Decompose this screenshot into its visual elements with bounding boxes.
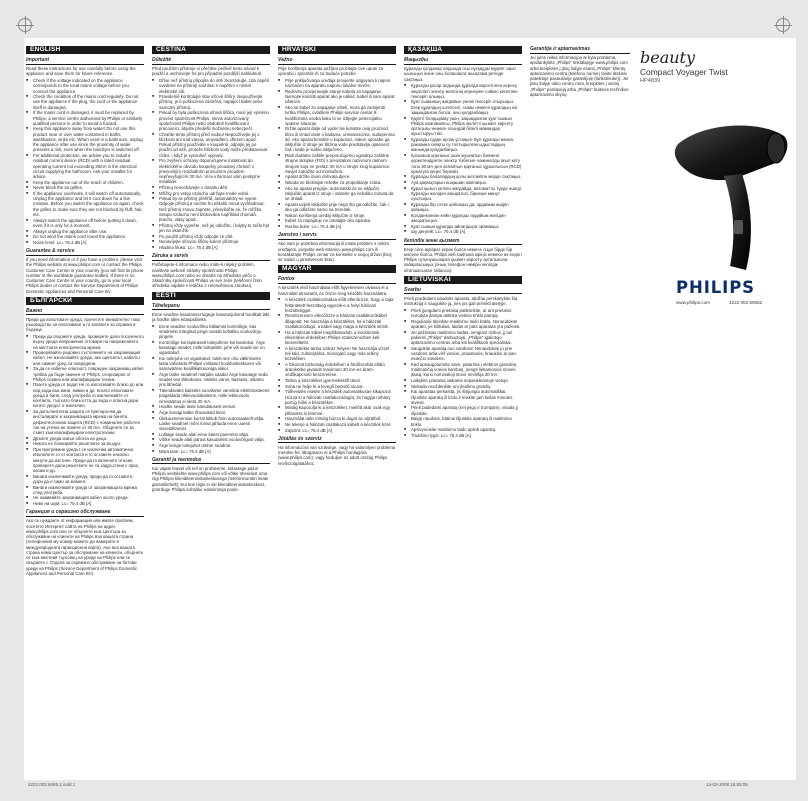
list-item: ■ Do not wind the mains cord round the appliance. [26, 234, 144, 239]
section-guarantee: Гаранция и сервизно обслужване [26, 509, 144, 517]
intro-text: Prije korištenja aparata pažljivo pročitajte ove upute za uporabu i spremite ih za buduće potrebe. [278, 66, 384, 77]
column-guarantee-continued [530, 46, 630, 99]
guarantee-text: Kui vajate teavet või teil on probleeme, külastage palun Philipsi veebilehte www.philips.com või võtke ühendust oma riigi Philipsi klienditeeninduskeskusega (telefoninumbri leiate garantiilehelt). Kui teie riigis ei ole klienditeeninduskeskust, pöörduge Philipsi kohaliku edasimüüja poole. [152, 465, 269, 492]
guarantee-text: Potřebujete-li informace nebo máte-li nějaký problém, navštivte webové stránky společnosti Philips www.philips.com nebo se obraťte na Středisko péče o zákazníky společnosti Philips ve své zemi (telefonní číslo střediska najdete v letáčku s celosvětovou zárukou). [152, 262, 262, 289]
list-item: ■ Mřížky pro vstup vzduchu udržujte trvale volné. [152, 191, 270, 196]
list-item: ■ Ärge kunagi katke õhuavasid kinni. [152, 410, 270, 415]
list-item: ■ Ниво на шум: Lc= 75.4 dB [A] [26, 501, 144, 506]
list-item: ■ Po použití přístroj vždy odpojte ze sítě. [152, 234, 270, 239]
list-item: ■ Қуат сымын құралды айналдыра орамаңыз. [404, 224, 522, 229]
column-english-bulgarian [26, 46, 144, 578]
list-item: ■ За допълнителна защита се препоръчва да инсталирате в захранващата мрежа на банята дефектнотокова защита (RCD) с номинален работен ток на утечка не повече от 30 mA. Обърнете се за съвет към квалифициран електротехник. [26, 409, 144, 435]
section-important: Tähelepanu [152, 303, 270, 311]
list-item: ■ Pravidelně kontrolujte stav síťové šňůry. Nepoužívejte přístroj, je-li poškozena zástrčka, napájecí kabel nebo samotný přístroj. [152, 94, 270, 110]
guarantee-text: If you need information or if you have a problem, please visit the Philips website at www.philips.com or contact the Philips Customer Care Centre in your country (you will find its phone number in the worldwide guarantee leaflet). If there is no Customer Care Centre in your country, go to your local Philips dealer or contact the Service Department of Philips Domestic Appliances and Personal Care BV. [26, 257, 144, 294]
column-czech-estonian [152, 46, 270, 494]
section-guarantee: Garantija ir aptarnavimas [530, 46, 630, 54]
warning-list [152, 324, 270, 454]
section-important: Svarbu [404, 287, 522, 295]
list-item: ■ Ako se aparat pregrije, automatski će se isključiti. Isključite aparat iz struje i ostavite ga nekoliko minuta da se ohladi. [278, 186, 396, 202]
list-item: ■ За да се избегне опасност, повреден захранващ кабел трябва да бъде сменен от Philips, оторизиран от Philips сервиз или квалифициран техник. [26, 366, 144, 382]
section-guarantee: Jamstvo i servis [278, 232, 396, 240]
list-item: ■ При прегряване уредът се изключва автоматично. Изключете го от контакта и го оставете няколко минути да изстине. Преди да го включите отново, проверете дали решетките не са задръстени с прах, косми и др. [26, 447, 144, 473]
section-important: Важно [26, 308, 144, 316]
warning-list [278, 78, 396, 229]
list-item: ■ Құралды балалардың қолы жетпейтін жерде сақтаңыз. [404, 174, 522, 179]
list-item: ■ Не навивайте захранващия кабел около уреда. [26, 495, 144, 500]
list-item: ■ Құралды бір сәтке қойсаңыз да, әрдайым өшіріп қойыңыз. [404, 202, 522, 213]
section-guarantee: Guarantee & service [26, 248, 144, 256]
list-item: ■ Enne seadme vooluvõrku lülitamist kontrollige, kas seadmele märgitud pinge vastab kohaliku vooluvõrgu pingele. [152, 324, 270, 340]
lang-header-bulgarian: БЪЛГАРСКИ [26, 297, 144, 305]
list-item: ■ Túlhevülés esetén a készülék automatikusan kikapcsol. Húzza ki a hálózati csatlakozódugót, és hagyja néhány percig hűlni a készüléket. [278, 389, 396, 405]
intro-text: Құралды қолданар алдында осы нұсқауды мұқият оқып шығыңыз және оны болашақта анықтама ретінде сақтаңыз. [404, 66, 516, 82]
list-item: ■ Hoidke seade laste käeulatusest eemal. [152, 404, 270, 409]
list-item: ■ Никога не блокирайте решетките за въздух. [26, 441, 144, 446]
list-item: ■ Ülekuumenemise korral lülitub föön automaatselt välja. Laske seadmel mõni minut jahtuda enne uuesti sisselülitamist. [152, 416, 270, 432]
list-item: ■ Prieš padėdami aparatą (net jeigu ir trumpam), visada jį išjunkite. [404, 405, 522, 416]
list-item: ■ Keep this appliance away from water! Do not use this product near or over water contained in baths, washbasins, sinks etc. When used in a bathroom, unplug the appliance after use since the proximity of water presents a risk, even when the hairdryer is switched off. [26, 126, 144, 152]
list-item: ■ Aparat uvijek isključite prije nego što ga odložite, čak i ako ga odlažete samo na trenutak. [278, 202, 396, 213]
list-item: ■ Reguliariai tikrinkite maitinimo laido būklę. Nenaudokite aparato, jei kištukas, laidas ar pats aparatas yra pažeisti. [404, 319, 522, 330]
lang-header-kazakh: ҚАЗАҚША [404, 46, 522, 54]
warning-list [404, 83, 522, 234]
hairdryer-image [664, 116, 794, 276]
guarantee-text: Ako vam je potrebna informacija ili imate problem s nekim uređajem, posjetite web-stranicu www.philips.com ili kontaktirajte Philips centar za korisnike u svojoj državi (broj se nalazi u jamstvenom listu). [278, 241, 392, 263]
column-croatian-hungarian [278, 46, 396, 467]
warning-list [404, 308, 522, 438]
list-item: ■ Ha a hálózati kábel meghibásodott, a kockázatok elkerülése érdekében Philips szakszervizben kell kicseréltetni. [278, 330, 396, 346]
intro-text: Read these instructions for use carefully before using the appliance and save them for future reference. [26, 66, 136, 77]
list-item: ■ Check if the voltage indicated on the appliance corresponds to the local mains voltage before you connect the appliance. [26, 78, 144, 94]
list-item: ■ Ärge laske seadmel märjaks saada! Ärge kasutage seda seadet vee läheduses, näiteks vanni, basseini, valamu jms lähedal. [152, 372, 270, 388]
section-important: Važno [278, 57, 396, 65]
list-item: ■ Ako se kabel za napajanje ošteti, mora ga zamijeniti tvrtka Philips, ovlašteni Philips servisni centar ili kvalificirana osoba kako bi se izbjegle potencijalno opasne situacije. [278, 105, 396, 126]
section-important: Important [26, 57, 144, 65]
section-important: Fontos [278, 276, 396, 284]
list-item: ■ Rendszeresen ellenőrizze a hálózati csatlakozókábel állapotát. Ne használja a készüléket, ha a hálózati csatlakozódugó, a kábel vagy maga a készülék sérült. [278, 313, 396, 329]
list-item: ■ Müra tase: Lc= 75.4 dB [A] [152, 449, 270, 454]
section-guarantee: Кепілдік және қызмет [404, 238, 522, 246]
section-guarantee: Garantii ja teenindus [152, 457, 270, 465]
list-item: ■ Nikada ne blokirajte rešetke za propuštanje zraka. [278, 180, 396, 185]
guarantee-text: Jei jums reikia informacijos ar kyla problema, apsilankykite „Philips“ tinklalapyje www.philips.com arba kreipkitės į jūsų šalyje esantį „Philips“ klientų aptarnavimo centrą (telefono numerį rasite atskirai pateiktoje pasaulinėje garantijoje (lankstinuke)). Jei jūsų šalyje tokio centro nėra, kreipkitės į vietinį „Philips“ pardavėją arba „Philips“ buitinės technikos aptarnavimo skyrių. [530, 55, 629, 97]
list-item: ■ Razina buke: Lc= 75.4 dB [A] [278, 224, 396, 229]
list-item: ■ Құралды қосар алдында құралда көрсетілген кернеу жергілікті электр желісінің кернеуіне сәйкес келетінін тексеріп алыңыз. [404, 83, 522, 99]
list-item: ■ Kad apsaugotumėte save, patartina į elektros grandinę, maitinančią vonios kambarį, įrengti liekamosios srovės įtaisą, kurio nominalioji srovė neviršija 30 mA. [404, 362, 522, 378]
list-item: ■ Шу деңгейі: Lc= 75.4 dB [A] [404, 229, 522, 234]
list-item: ■ If the appliance overheats, it will switch off automatically. Unplug the appliance and let it cool down for a few minutes. Before you switch the appliance on again, check the grilles to make sure they are not blocked by fluff, hair, etc. [26, 191, 144, 217]
lang-header-english: ENGLISH [26, 46, 144, 54]
print-footer-file: 4222.002.6065.2.indd 1 [28, 782, 76, 787]
guarantee-text: Ако се нуждаете от информация или имате проблем, посетете Интернет сайта на Philips на адрес www.philips.com или се обърнете към Центъра за обслужване на клиенти на Philips във вашата страна (телефонния му номер можете да намерите в международната гаранционна карта). Ако във вашата страна няма Център за обслужване на клиенти, обърнете се към местния търговец на уреди на Philips или се свържете с Отдела за сервизно обслужване на битови уреди на Philips (Service Department of Philips Domestic Appliances and Personal Care BV). [26, 518, 144, 576]
list-item: ■ Apsivyniokite maitinimo laido aplink aparatą. [404, 427, 522, 432]
intro-text: Enne seadme kasutamist lugege kasutusjuhend hoolikalt läbi ja hoidke alles edaspidiseks. [152, 311, 270, 322]
guarantee-text: Егер сізге ақпарат керек болса немесе сізде бірде бір мәселе болса, Philips веб-сайтына кіріңіз немесе өз елдегі Philips тұтынушыларға қызмет көрсету орталығына хабарласыңыз (оның телефон нөмірін кепілдік кітапшасынан табасыз). [404, 246, 522, 273]
section-guarantee: Jótállás és szerviz [278, 436, 396, 444]
list-item: ■ Kai aparatas perkaista, jis išsijungia automatiškai. Išjunkite aparatą iš lizdo ir leiskite jam kelias minutes atvėsti. [404, 389, 522, 405]
list-item: ■ Zajszint: Lc= 75.4 dB [A] [278, 428, 396, 433]
section-important: Маңызды [404, 57, 522, 65]
list-item: ■ Құралды судан аулақ ұстаңыз! Бұл құралды ванна, раковина сияқты су толтырылған ыдыстардың жанында қолданбаңыз. [404, 137, 522, 153]
list-item: ■ Винаги изключвайте уреда от захранващата мрежа след употреба. [26, 485, 144, 496]
warning-list [278, 297, 396, 433]
list-item: ■ Használat után mindig húzza ki dugót az aljzatból. [278, 416, 396, 421]
list-item: ■ Преди да свържете уреда, проверете дали посоченото върху уреда напрежение отговаря на напрежението на местната електрическа мрежа. [26, 334, 144, 350]
list-item: ■ Nenavíjejte síťovou šňůru kolem přístroje. [152, 239, 270, 244]
list-item: ■ Құрал қызып кеткен жағдайда, автоматты түрде өшеді. Құралды желіден ажыратып, бірнеше минут суытыңыз. [404, 186, 522, 202]
list-item: ■ Võtke seade alati pärast kasutamist vooluvõrgust välja. [152, 437, 270, 442]
list-item: ■ Mindig kapcsolja ki a készüléket, mielőtt akár csak egy pillanatra is letenné. [278, 405, 396, 416]
list-item: ■ Keep the appliance out of the reach of children. [26, 180, 144, 185]
list-item: ■ Täiendavaks kaitseks soovitame vannitoa elektrisüsteemi paigaldada rikkevoolukaitsme, mille lekkevoolu nimiväärtus ei ületa 30 mA. [152, 388, 270, 404]
lang-header-czech: ČEŠTINA [152, 46, 270, 54]
product-name: Compact Voyager Twist [640, 67, 728, 77]
website-url: www.philips.com [676, 300, 710, 305]
intro-text: A készülék első használata előtt figyelmesen olvassa el a használati útmutatót, és őrizze meg későbbi használatra. [278, 285, 389, 296]
list-item: ■ Проверявайте редовно състоянието на захранващия кабел. Не използвайте уреда, ако щепселът, кабелът или самият уред са повредени. [26, 350, 144, 366]
warning-list [26, 78, 144, 245]
brand-block [640, 48, 790, 84]
list-item: ■ Redovito provjeravajte stanje kabela za napajanje. Nemojte koristiti aparat ako je utikač, kabel ili sam aparat oštećen. [278, 89, 396, 105]
list-item: ■ Triukšmo lygis: Lc= 75.4 dB [A] [404, 433, 522, 438]
intro-text: Před použitím přístroje si přečtěte pečlivě tento návod k použití a uschovejte ho pro případné pozdější nahlédnutí. [152, 66, 263, 77]
guarantee-text: Ha információra van szüksége, vagy ha valamilyen probléma merülne fel, látogasson el a Philips honlapjára (www.philips.com), vagy forduljon az adott ország Philips vevőszolgálatához. [278, 444, 396, 466]
list-item: ■ If the mains cord is damaged, it must be replaced by Philips, a service centre authorised by Philips or similarly qualified persons in order to avoid a hazard. [26, 110, 144, 126]
registration-mark [776, 18, 790, 32]
intro-text: Prieš pradėdami naudotis aparatu, atidžiai perskaitykite šią instrukciją ir saugokite ją, nes jos gali prireikti ateityje. [404, 295, 518, 307]
list-item: ■ Kui toitejuhe on vigastatud, tuleb see ohu vältimiseks lasta vahetada Philipsi volitatud hoolduskeskuses või samaväärse kvalifikatsiooniga isikul. [152, 356, 270, 372]
list-item: ■ Ne tekerje a hálózati csatlakozó kábelt a készülék köré. [278, 422, 396, 427]
list-item: ■ A fokozott biztonság érdekében a fürdőszobát ellátó áramkörbe javasolt maximum 30 mA-es áram-védőkapcsoló beszerelése. [278, 362, 396, 378]
section-guarantee: Záruka a servis [152, 253, 270, 261]
list-item: ■ Držite aparat dalje od vode! Ne koristite ovaj proizvod blizu ili iznad vode u kadama, umivaonicima, sudoperima itd. Ako aparat koristite u kupaonici, nakon uporabe ga isključite iz struje jer blizina vode predstavlja opasnost čak i kada je sušilo isključeno. [278, 126, 396, 152]
list-item: ■ Saugokite aparatą nuo vandens! Nenaudokite jo prie vandens arba virš vonios, praustuvės, kriauklės ar pan. esančio vandens. [404, 346, 522, 362]
list-item: ■ Přístroj vždy vypněte, než jej odložíte, i kdyby to mělo být jen na okamžik. [152, 223, 270, 234]
list-item: ■ Pokud by se přístroj přehřál, automaticky se vypne. Odpojte přístroj a nechte ho několik minut vychladnout. Než přístroj znovu zapnete, přesvědčte se, že mřížka vstupu vzduchu není blokována například chomáči prachu, vlasy apod. [152, 196, 270, 222]
brand-beauty: beauty [640, 48, 696, 67]
lang-header-hungarian: MAGYAR [278, 265, 396, 273]
list-item: ■ Niekada neuždenkite oro įleidimo grotelių. [404, 384, 522, 389]
model-number: HP4839 [640, 78, 661, 84]
list-item: ■ Қуат сымының жағдайын үнемі тексеріп отырыңыз. Егер құралдың штепселі, сымы немесе құралдың өзі зақымданған болса, оны қолданбаңыз. [404, 99, 522, 115]
list-item: ■ Пазете уреда от вода! Не го използвайте близо до или над вода във вани, мивки и др. Когато използвате уреда в баня, след употреба го изключвайте от контакта, тъй като близостта до вода е опасна дори когато уредът е изключен. [26, 382, 144, 408]
list-item: ■ Қауіпті болдырмау үшін, зақымданған қуат сымын Philips компаниясы, Philips өкілетті қызмет көрсету орталығы немесе осындай білікті мамандар ауыстыруы тиіс. [404, 116, 522, 137]
list-item: ■ Noise level: Lc= 75.4 dB [A] [26, 240, 144, 245]
column-kazakh-lithuanian [404, 46, 522, 440]
list-item: ■ Radi dodatne zaštite preporučujemo ugradnju zaštitne strujne sklopke (FID) s preostalom nazivnom radnom strujom koja ne prelazi 30 mA u strujni krug kupaonice. Savjet zatražite od montažera. [278, 153, 396, 174]
list-item: ■ Kontrollige korrapäraselt toitejuhtme korrasolekut. Ärge kasutage seadet, mille toitepistik, juhe või seade ise on vigastatud. [152, 340, 270, 356]
list-item: ■ Ärge kerige toitejuhet ümber seadme. [152, 443, 270, 448]
list-item: ■ Ауа қақпақтарын ешқашан жаппаңыз. [404, 180, 522, 185]
list-item: ■ Soha ne fedje le a levegő beömlő rácsot. [278, 384, 396, 389]
list-item: ■ Pro zvýšení ochrany doporučujeme instalovat do elektrického obvodu koupelny proudový chránič s jmenovitým reziduálním provozním proudem nepřevyšujícím 30 mA. Více informací vám poskytne instalatér. [152, 158, 270, 184]
list-item: ■ Aparat držite izvan dohvata djece. [278, 174, 396, 179]
philips-logo: PHILIPS [676, 278, 755, 297]
list-item: ■ Prije priključivanja uređaja provjerite odgovara li napon naznačen na aparatu naponu lokalne mreže. [278, 78, 396, 89]
intro-text: Преди да използвате уреда, прочетете внимателно това ръководство за използване и го запазете за справка в бъдеще. [26, 316, 140, 333]
list-item: ■ Always switch the appliance off before putting it down, even if it is only for a moment. [26, 218, 144, 229]
list-item: ■ For additional protection, we advise you to install a residual current device (RCD) with a rated residual operating current not exceeding 30mA in the electrical circuit supplying the bathroom. Ask your installer for advice. [26, 153, 144, 179]
lang-header-estonian: EESTI [152, 292, 270, 300]
product-code: 4222 002 60652 [729, 300, 763, 305]
list-item: ■ Винаги изключвайте уреда, преди да го оставите, дори да е само за момент. [26, 474, 144, 485]
section-important: Důležité [152, 57, 270, 65]
list-item: ■ Always unplug the appliance after use. [26, 229, 144, 234]
registration-mark [18, 18, 32, 32]
list-item: ■ Дръжте уреда извън обсега на деца. [26, 436, 144, 441]
list-item: ■ Kabel za napajanje ne omatajte oko aparata. [278, 218, 396, 223]
lang-header-lithuanian: LIETUVIŠKAI [404, 276, 522, 284]
list-item: ■ Chraňte tento přístroj před vodou! Nepoužívejte jej v blízkosti ani nad vanou, umyvadlem, dřezem apod. Pokud přístroj používáte v koupelně, odpojte jej po použití od sítě, protože blízkost vody může představovat riziko, i když je vysoušeč vypnutý. [152, 132, 270, 158]
list-item: ■ Never block the air grilles. [26, 185, 144, 190]
warning-list [152, 78, 270, 250]
list-item: ■ Қолданғаннан кейін құралды әрдайым желіден ажыратыңыз. [404, 213, 522, 224]
list-item: ■ Lülitage seade alati enne käest panemist välja. [152, 432, 270, 437]
list-item: ■ Pokud by byla poškozena síťová šňůra, musí její výměnu provést společnost Philips, servis autorizovaný společností Philips nebo obdobně kvalifikovaní pracovníci, abyste předešli možnému nebezpečí. [152, 110, 270, 131]
list-item: ■ Tartsa a készüléket gyermekektől távol. [278, 378, 396, 383]
list-item: ■ A készülék csatlakoztatása előtt ellenőrizze, hogy a rajta feltüntetett feszültség egyezik-e a helyi hálózati feszültséggel. [278, 297, 396, 313]
list-item: ■ Jei pažeistas maitinimo laidas, vengiant rizikos, jį turi pakeisti „Philips“ darbuotojai, „Philips“ įgaliotojo aptarnavimo centras arba kiti kvalifikuoti specialistai. [404, 330, 522, 346]
list-item: ■ Přístroj nenechávejte v dosahu dětí. [152, 185, 270, 190]
instruction-sheet [24, 38, 796, 780]
list-item: ■ Dříve než přístroj připojíte do sítě zkontrolujte, zda napětí uvedené na přístroji souhlasí s napětím v místní elektrické síti. [152, 78, 270, 94]
print-footer-date: 14-03-2008 15:55:05 [706, 782, 748, 787]
list-item: ■ Baigę naudotis, būtinai išjunkite aparatą iš maitinimo tinklo. [404, 416, 522, 427]
warning-list [26, 334, 144, 506]
list-item: ■ Hladina hluku: Lc= 75.4 dB [A] [152, 245, 270, 250]
list-item: ■ Prieš įjungdami prietaisą patikrinkite, ar ant prietaiso nurodyta įtampa atitinka vietinio tinklo įtampą. [404, 308, 522, 319]
list-item: ■ A készüléket tartsa száraz helyen! Ne használja vízzel teli kád, zuhanytálca, mosogató vagy más edény közelében. [278, 346, 396, 362]
lang-header-croatian: HRVATSKI [278, 46, 396, 54]
list-item: ■ Nakon korištenja uređaj isključite iz struje. [278, 213, 396, 218]
list-item: ■ Laikykite prietaisą vaikams nepasiekiamoje vietoje. [404, 378, 522, 383]
list-item: ■ Check the condition of the mains cord regularly. Do not use the appliance if the plug, the cord or the appliance itself is damaged. [26, 94, 144, 110]
list-item: ■ Қосымша қорғаныс үшін жуынатын бөлмені қоректендіретін электр тізбегіне номиналды ағып кету тогы 30 мА-ден аспайтын қорғаныс құрылғысын (RCD) орнатуға кеңес береміз. [404, 153, 522, 174]
